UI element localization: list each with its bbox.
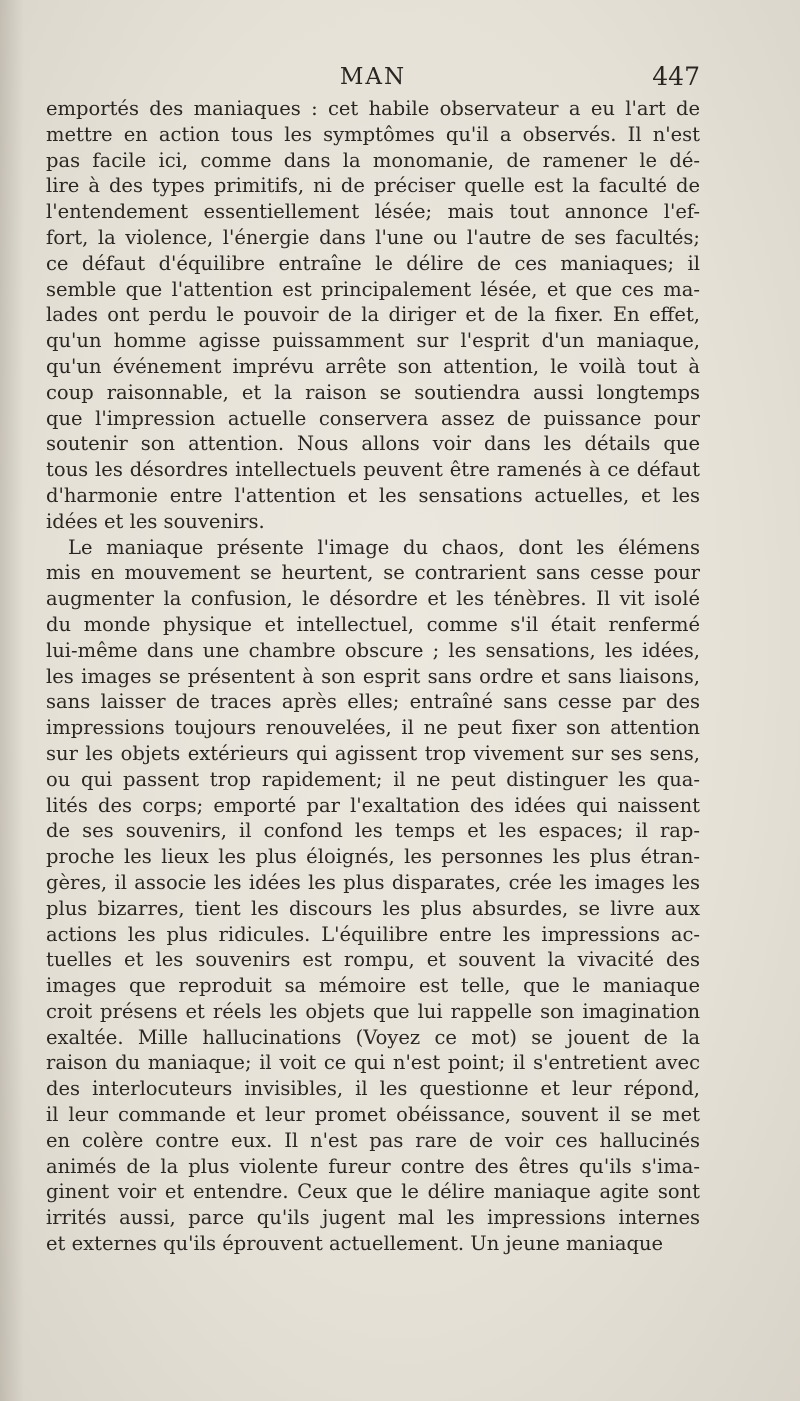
text-line: irrités aussi, parce qu'ils jugent mal les impressions internes [46,1206,700,1230]
text-line: les images se présentent à son esprit sans ordre et sans liaisons, [46,664,700,688]
text-line: lui-même dans une chambre obscure ; les sensations, les idées, [46,638,700,662]
text-line: exaltée. Mille hallucinations (Voyez ce mot) se jouent de la [46,1025,700,1049]
text-line: semble que l'attention est principalement lésée, et que ces ma- [46,277,700,301]
text-line: soutenir son attention. Nous allons voir dans les détails que [46,432,700,456]
text-line: emportés des maniaques : cet habile observateur a eu l'art de [46,97,700,120]
text-line: tuelles et les souvenirs est rompu, et souvent la vivacité des [46,948,700,972]
text-line: qu'un événement imprévu arrête son attention, le voilà tout à [46,354,700,378]
text-line: d'harmonie entre l'attention et les sensations actuelles, et les [46,483,700,507]
text-line: images que reproduit sa mémoire est telle, que le maniaque [46,974,700,998]
text-line: fort, la violence, l'énergie dans l'une ou l'autre de ses facultés; [46,225,700,249]
body-text [46,96,700,1257]
text-line: proche les lieux les plus éloignés, les personnes les plus étran- [46,845,700,869]
text-line: coup raisonnable, et la raison se soutiendra aussi longtemps [46,380,700,404]
text-line: mis en mouvement se heurtent, se contrarient sans cesse pour [46,561,700,585]
text-line: idées et les souvenirs. [46,509,265,533]
text-line: ou qui passent trop rapidement; il ne peut distinguer les qua- [46,767,700,791]
running-head [46,62,700,94]
text-line: tous les désordres intellectuels peuvent être ramenés à ce défaut [46,458,700,482]
text-line: croit présens et réels les objets que lui rappelle son imagination [46,999,700,1023]
text-line: animés de la plus violente fureur contre des êtres qu'ils s'ima- [46,1154,700,1178]
text-line: Le maniaque présente l'image du chaos, dont les élémens [68,535,700,559]
text-line: lire à des types primitifs, ni de préciser quelle est la faculté de [46,174,700,198]
text-line: impressions toujours renouvelées, il ne peut fixer son attention [46,716,700,740]
text-line: qu'un homme agisse puissamment sur l'esprit d'un maniaque, [46,329,700,353]
text-line: lités des corps; emporté par l'exaltation des idées qui naissent [46,793,700,817]
text-line: raison du maniaque; il voit ce qui n'est point; il s'entretient avec [46,1051,700,1075]
text-line: en colère contre eux. Il n'est pas rare de voir ces hallucinés [46,1128,700,1152]
running-head-title: MAN [339,64,407,90]
text-line: plus bizarres, tient les discours les plus absurdes, se livre aux [46,896,700,920]
text-line: lades ont perdu le pouvoir de la diriger et de la fixer. En effet, [46,303,700,327]
spine-shadow [0,0,24,1401]
text-line: et externes qu'ils éprouvent actuellement. Un jeune maniaque [46,1232,664,1256]
text-line: mettre en action tous les symptômes qu'il a observés. Il n'est [46,122,700,146]
text-line: l'entendement essentiellement lésée; mais tout annonce l'ef- [46,200,700,224]
text-line: pas facile ici, comme dans la monomanie, de ramener le dé- [46,148,700,172]
text-line: que l'impression actuelle conservera assez de puissance pour [46,406,700,430]
text-line: des interlocuteurs invisibles, il les questionne et leur répond, [46,1077,700,1101]
text-line: de ses souvenirs, il confond les temps et les espaces; il rap- [46,819,700,843]
text-line: sans laisser de traces après elles; entraîné sans cesse par des [46,690,700,714]
text-line: actions les plus ridicules. L'équilibre entre les impressions ac- [46,922,700,946]
text-line: augmenter la confusion, le désordre et les ténèbres. Il vit isolé [46,587,700,611]
text-line: ginent voir et entendre. Ceux que le délire maniaque agite sont [46,1180,700,1204]
text-line: il leur commande et leur promet obéissance, souvent il se met [46,1103,700,1127]
text-line: gères, il associe les idées les plus disparates, crée les images les [46,870,700,894]
text-line: du monde physique et intellectuel, comme s'il était renfermé [46,612,700,636]
text-line: ce défaut d'équilibre entraîne le délire de ces maniaques; il [46,251,700,275]
text-line: sur les objets extérieurs qui agissent trop vivement sur ses sens, [46,741,700,765]
page-number: 447 [652,62,700,91]
